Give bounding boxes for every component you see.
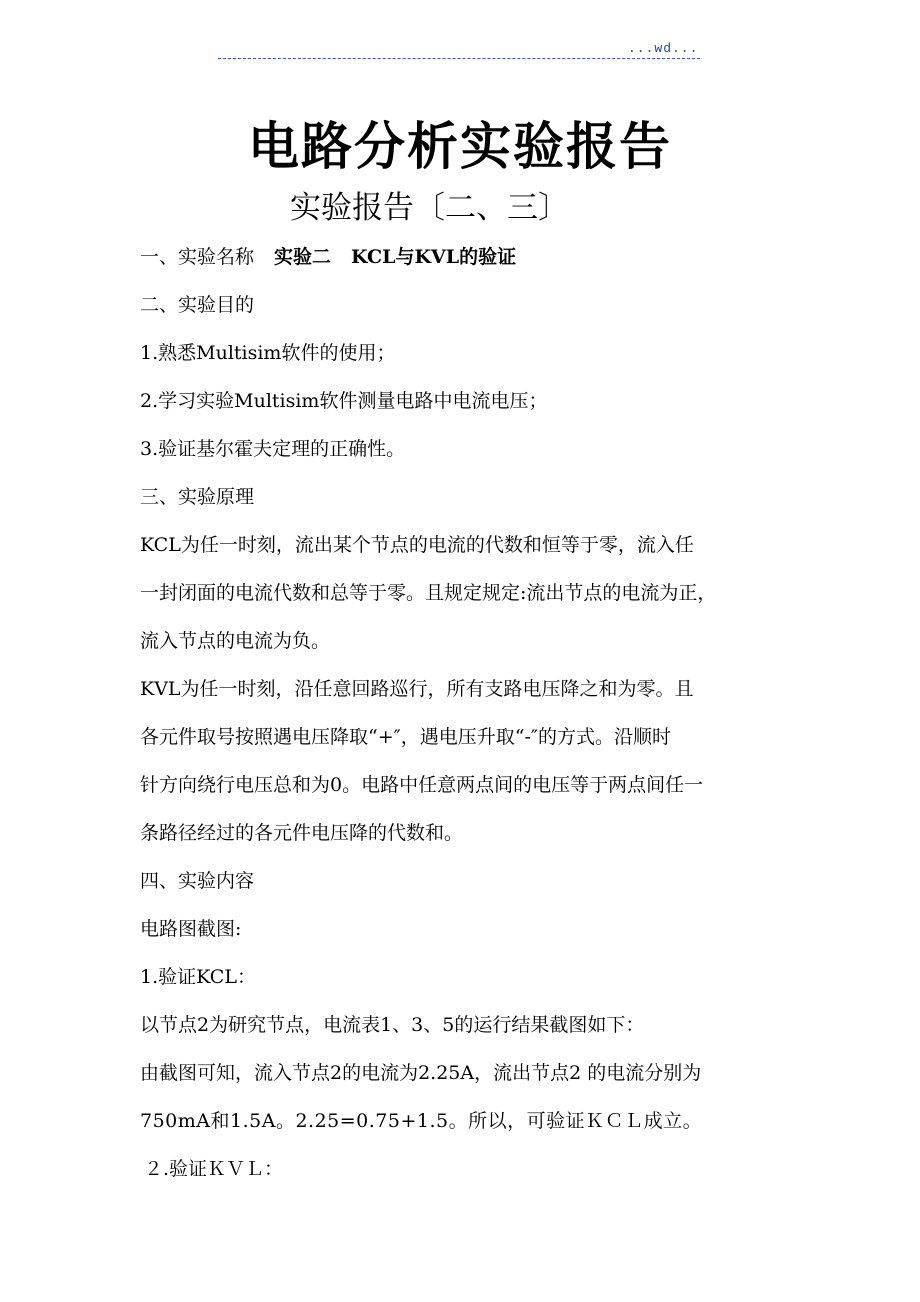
purpose-heading: 二、实验目的	[140, 294, 255, 316]
kvl-paragraph-line-3: 针方向绕行电压总和为0。电路中任意两点间的电压等于两点间任一	[140, 774, 704, 796]
purpose-item-3: 3.验证基尔霍夫定理的正确性。	[140, 438, 406, 460]
experiment-name-value: 实验二	[274, 246, 332, 268]
content-heading: 四、实验内容	[140, 870, 255, 892]
kcl-paragraph-line-1: KCL为任一时刻，流出某个节点的电流的代数和恒等于零，流入任	[140, 534, 694, 556]
kvl-paragraph-line-2: 各元件取号按照遇电压降取“+″，遇电压升取“-″的方式。沿顺时	[140, 726, 671, 748]
kvl-paragraph-line-1: KVL为任一时刻，沿任意回路巡行，所有支路电压降之和为零。且	[140, 678, 694, 700]
kcl-result-line-2: 750mA和1.5A。2.25=0.75+1.5。所以，可验证ＫＣＬ成立。	[140, 1110, 703, 1132]
kcl-node-text: 以节点2为研究节点，电流表1、3、5的运行结果截图如下：	[140, 1014, 645, 1036]
header-rule	[218, 58, 700, 59]
circuit-caption: 电路图截图:	[140, 918, 242, 940]
experiment-name-topic: KCL与KVL的验证	[351, 246, 517, 268]
experiment-name-label: 一、实验名称	[140, 246, 255, 268]
verify-kcl-heading: 1.验证KCL：	[140, 966, 256, 988]
verify-kvl-heading: ２.验证ＫＶＬ：	[144, 1158, 284, 1180]
purpose-item-2: 2.学习实验Multisim软件测量电路中电流电压；	[140, 390, 548, 412]
experiment-name-line	[140, 242, 516, 272]
kvl-paragraph-line-4: 条路径经过的各元件电压降的代数和。	[140, 822, 464, 844]
purpose-item-1: 1.熟悉Multisim软件的使用；	[140, 342, 396, 364]
page-subtitle: 实验报告〔二、三〕	[290, 190, 569, 226]
kcl-result-line-1: 由截图可知，流入节点2的电流为2.25A，流出节点2 的电流分别为	[140, 1062, 702, 1084]
header-mark: ...wd...	[628, 41, 699, 56]
page-title: 电路分析实验报告	[247, 118, 672, 177]
kcl-paragraph-line-3: 流入节点的电流为负。	[140, 630, 331, 652]
kcl-paragraph-line-2: 一封闭面的电流代数和总等于零。且规定规定:流出节点的电流为正，	[140, 582, 717, 604]
principle-heading: 三、实验原理	[140, 486, 255, 508]
